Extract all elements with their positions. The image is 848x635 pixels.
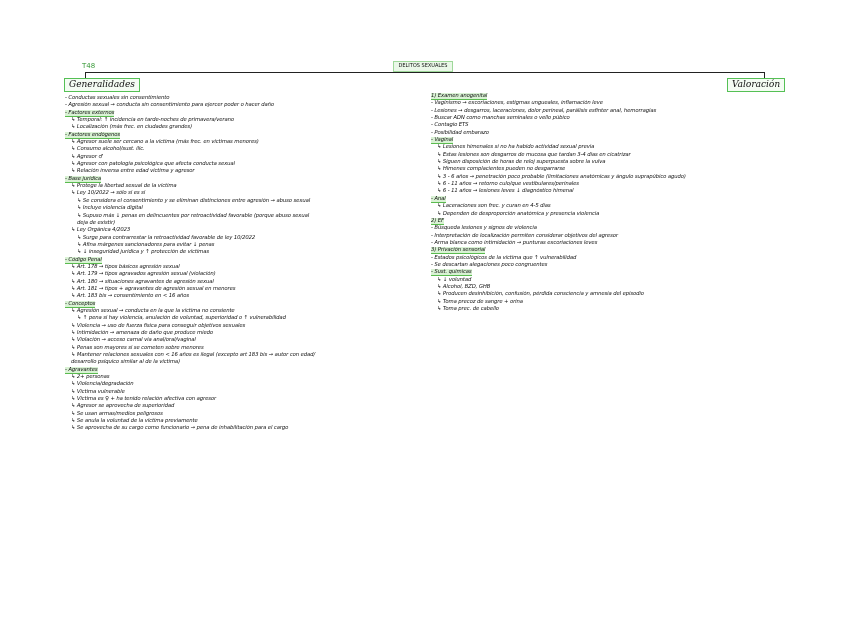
left-column-line (62, 183, 420, 190)
right-column-line (428, 152, 774, 159)
left-column-line (62, 323, 420, 330)
left-column-line (62, 213, 420, 220)
line-text: ↳ Toma precoz de sangre + orina (437, 298, 523, 305)
line-text: ↳ Violación → acceso carnal vía anal/oral/vaginal (71, 337, 196, 344)
line-text: - Posibilidad embarazo (431, 129, 489, 136)
line-text: ↳ Lesiones himenales si no ha habido actividad sexual previa (437, 144, 595, 151)
right-column-line (428, 211, 774, 218)
line-text: ↳ Consumo alcohol/sust. ilíc. (71, 146, 145, 153)
left-column-line (62, 257, 420, 264)
line-text: 2) EF (431, 217, 444, 224)
line-text: ↳ Víctima es ♀ + ha tenido relación afectiva con agresor (71, 396, 217, 403)
line-text: ↳ Toma prec. de cabello (437, 305, 499, 312)
left-column-line (62, 168, 420, 175)
line-text: ↳ Surge para contrarrestar la retroactividad favorable de ley 10/2022 (77, 234, 256, 241)
left-column-line (62, 381, 420, 388)
corner-mark: T48 (82, 62, 96, 70)
right-column-line (428, 144, 774, 151)
line-text: ↳ Art. 179 → tipos agravados agresión sexual (violación) (71, 271, 216, 278)
left-column-line (62, 293, 420, 300)
line-text: ↳ ↑ pena si hay violencia, anulación de voluntad, superioridad o ↑ vulnerabilidad (77, 315, 286, 322)
left-column-line (62, 132, 420, 139)
right-column-line (428, 166, 774, 173)
left-column-line (62, 264, 420, 271)
line-text: ↳ 6 - 11 años → retorno culo/que vestibulares/perinales (437, 181, 579, 188)
right-column-line (428, 188, 774, 195)
right-column-line (428, 108, 774, 115)
left-column-line (62, 95, 420, 102)
line-text: - Código Penal (65, 256, 102, 263)
left-column-line (62, 374, 420, 381)
left-column-line (62, 308, 420, 315)
line-text: ↳ 3 - 6 años → penetración poco probable (limitaciones anatómicas y ángulo suprapúbico agudo) (437, 173, 686, 180)
line-text: ↳ Se usan armas/medios peligrosos (71, 410, 163, 417)
line-text: ↳ Himenes complacientes pueden no desgarrarse (437, 166, 566, 173)
line-text: - Sust. químicas (431, 269, 472, 276)
left-column-line (62, 154, 420, 161)
right-column-line (428, 299, 774, 306)
line-text: deja de existir) (77, 219, 116, 226)
line-text: ↳ Estas lesiones son desgarros de mucosa que tardan 3-4 días en cicatrizar (437, 151, 631, 158)
left-column-line (62, 235, 420, 242)
left-column-line (62, 425, 420, 432)
line-text: ↳ Intimidación → amenaza de daño que produce miedo (71, 330, 213, 336)
line-text: ↳ Art. 183 bis → consentimiento en < 16 años (71, 293, 190, 300)
right-column-line (428, 130, 774, 137)
line-text: ↳ Agresor con patología psicológica que afecta conducta sexual (71, 161, 235, 168)
line-text: 1) Examen anogenital (431, 93, 488, 99)
right-column-line (428, 233, 774, 240)
right-column-line (428, 122, 774, 129)
left-column-line (62, 352, 420, 359)
line-text: ↳ Violencia → uso de fuerza física para conseguir objetivos sexuales (71, 322, 246, 329)
line-text: - Vaginal (431, 137, 454, 144)
line-text: ↳ Se anula la voluntad de la víctima previamente (71, 418, 198, 425)
line-text: - Anal (431, 195, 446, 202)
right-column-line (428, 100, 774, 107)
left-column-line (62, 161, 420, 168)
line-text: ↳ Violencia/degradación (71, 381, 134, 388)
right-column-line (428, 196, 774, 203)
left-column-line (62, 286, 420, 293)
line-text: 3) Privación sensorial (431, 247, 486, 254)
section-title-generalidades: Generalidades (64, 78, 140, 92)
line-text: - Arma blanca como intimidación → punturas excoriaciones leves (431, 239, 598, 246)
line-text: - Conceptos (65, 300, 96, 307)
line-text: ↳ Incluye violencia digital (77, 205, 143, 212)
line-text: - Buscar ADN como manchas seminales o vello púbico (431, 115, 570, 122)
line-text: - Base jurídica (65, 175, 102, 182)
left-column-line (62, 242, 420, 249)
right-column-line (428, 277, 774, 284)
right-column-line (428, 262, 774, 269)
right-column-line (428, 291, 774, 298)
left-column-line (62, 301, 420, 308)
right-column-line (428, 159, 774, 166)
line-text: - Conductas sexuales sin consentimiento (65, 95, 170, 101)
line-text: ↳ Art. 181 → tipos + agravantes de agresión sexual en menores (71, 285, 236, 292)
line-text: - Estados psicológicos de la víctima que ↑ vulnerabilidad (431, 254, 577, 261)
line-text: ↳ Mantener relaciones sexuales con < 16 años es ilegal (excepto art 183 bis → autor con edad/ (71, 352, 316, 359)
line-text: - Búsqueda lesiones y signos de violencia (431, 225, 537, 232)
left-column-line (62, 227, 420, 234)
line-text: ↳ 6 - 11 años → lesiones leves ↓ diagnóstico himenal (437, 188, 574, 195)
left-column-line (62, 411, 420, 418)
line-text: - Contagio ETS (431, 122, 469, 129)
left-column (62, 95, 420, 433)
left-column-line (62, 396, 420, 403)
line-text: ↳ Agresión sexual → conducta en la que la víctima no consiente (71, 307, 235, 314)
line-text: ↳ Agresor se aprovecha de superioridad (71, 403, 175, 410)
left-column-line (62, 117, 420, 124)
line-text: ↳ Art. 180 → situaciones agravantes de agresión sexual (71, 278, 214, 285)
left-column-line (62, 146, 420, 153)
line-text: ↳ Art. 178 → tipos básicos agresión sexual (71, 263, 180, 270)
line-text: ↳ Afina márgenes sancionadores para evitar ↓ penas (77, 241, 215, 248)
section-title-valoracion: Valoración (727, 78, 785, 92)
page-title: DELITOS SEXUALES (393, 61, 453, 72)
line-text: ↳ Producen desinhibición, confusión, pérdida consciencia y amnesia del episodio (437, 291, 644, 298)
right-column-line (428, 240, 774, 247)
left-column-line (62, 367, 420, 374)
left-column-line (62, 279, 420, 286)
left-column-line (62, 345, 420, 352)
left-column-line (62, 176, 420, 183)
right-column-line (428, 247, 774, 254)
line-text: ↳ Penas son mayores si se cometen sobre menores (71, 344, 204, 351)
line-text: ↳ Dependen de desproporción anatómica y presencia violencia (437, 210, 600, 217)
left-column-line (62, 337, 420, 344)
right-column-line (428, 284, 774, 291)
right-column-line (428, 269, 774, 276)
left-column-line (62, 271, 420, 278)
left-column-line (62, 220, 420, 227)
line-text: ↳ Agresor ♂ (71, 153, 103, 160)
line-text: ↳ Ley Orgánica 4/2023 (71, 227, 131, 234)
right-column-line (428, 225, 774, 232)
line-text: - Se descartan alegaciones poco congruentes (431, 261, 548, 268)
left-column-line (62, 418, 420, 425)
left-column-line (62, 330, 420, 337)
line-text: - Agravantes (65, 366, 98, 373)
left-column-line (62, 315, 420, 322)
line-text: ↳ ↓ inseguridad jurídica y ↑ protección de víctimas (77, 249, 210, 256)
right-column-line (428, 218, 774, 225)
left-column-line (62, 198, 420, 205)
line-text: ↳ Se considera el consentimiento y se eliminan distinciones entre agresión → abuso sexual (77, 197, 311, 204)
line-text: ↳ Agresor suele ser cercano a la víctima (más frec. en víctimas menores) (71, 139, 259, 146)
left-column-line (62, 359, 420, 366)
left-column-line (62, 403, 420, 410)
line-text: ↳ Se aprovecha de su cargo como funcionario → pena de inhabilitación para el cargo (71, 425, 289, 432)
right-column-line (428, 306, 774, 313)
line-text: ↳ Protege la libertad sexual de la víctima (71, 183, 177, 190)
line-text: - Factores externos (65, 109, 115, 116)
line-text: ↳ Temporal: ↑ incidencia en tarde-noches de primavera/verano (71, 117, 234, 124)
line-text: ↳ 2+ personas (71, 374, 110, 381)
left-column-line (62, 110, 420, 117)
line-text: - Factores endógenos (65, 131, 121, 138)
line-text: ↳ Siguen disposición de horas de reloj superpuesta sobre la vulva (437, 159, 606, 166)
right-column-line (428, 203, 774, 210)
line-text: ↳ Alcohol, BZD, GHB (437, 283, 491, 290)
line-text: ↳ Localización (más frec. en ciudades grandes) (71, 124, 193, 131)
line-text: desarrollo psíquico similar al de la víctima) (71, 359, 181, 366)
line-text: ↳ Relación inversa entre edad víctima y agresor (71, 168, 195, 175)
left-column-line (62, 249, 420, 256)
line-text: ↳ ↓ voluntad (437, 276, 472, 283)
line-text: - Interpretación de localización permiten considerar objetivos del agresor (431, 232, 618, 239)
left-column-line (62, 102, 420, 109)
right-column-line (428, 137, 774, 144)
right-column-line (428, 174, 774, 181)
line-text: ↳ Supuso más ↓ penas en delincuentes por retroactividad favorable (porque abuso sexual (77, 212, 310, 219)
line-text: - Vaginismo → excoriaciones, estigmas ungueales, inflamación leve (431, 100, 603, 107)
right-column (428, 93, 774, 313)
left-column-line (62, 190, 420, 197)
line-text: ↳ Víctima vulnerable (71, 388, 125, 395)
line-text: - Agresión sexual → conducta sin consentimiento para ejercer poder o hacer daño (65, 102, 275, 109)
right-column-line (428, 93, 774, 100)
left-column-line (62, 389, 420, 396)
left-column-line (62, 124, 420, 131)
right-column-line (428, 255, 774, 262)
line-text: ↳ Ley 10/2022 → sólo sí es sí (71, 190, 146, 197)
line-text: - Lesiones → desgarros, laceraciones, dolor perineal, parálisis esfínter anal, hemorragias (431, 107, 657, 114)
left-column-line (62, 139, 420, 146)
right-column-line (428, 181, 774, 188)
line-text: ↳ Laceraciones son frec. y curan en 4-5 días (437, 203, 551, 210)
header-rule (85, 72, 765, 73)
right-column-line (428, 115, 774, 122)
left-column-line (62, 205, 420, 212)
